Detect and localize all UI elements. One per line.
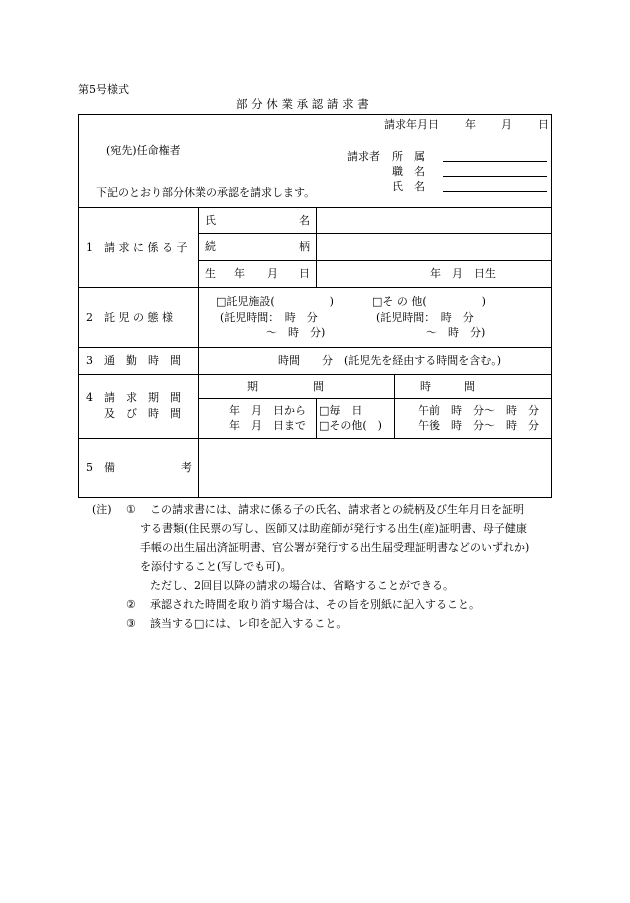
note1-line: ただし、2回目以降の請求の場合は、省略することができる。: [150, 579, 454, 592]
divider: [78, 374, 552, 375]
relation-label: 続: [205, 240, 216, 253]
divider: [78, 207, 552, 208]
section1-label: 1 請 求 に 係 る 子: [86, 241, 188, 254]
note1-line: この請求書には、請求に係る子の氏名、請求者との続柄及び生年月日を証明: [150, 503, 524, 516]
other-time: (託児時間： 時 分: [376, 311, 474, 324]
note1-mark: ①: [126, 503, 136, 516]
section2-label: 2 託 児 の 態 様: [86, 311, 173, 324]
period-from: 年 月 日から: [229, 404, 306, 417]
form-number: 第5号様式: [78, 83, 129, 96]
request-date-label: 請求年月日: [384, 118, 439, 131]
birth-label-4: 日: [299, 267, 310, 280]
divider: [198, 207, 199, 498]
position-label: 職 名: [392, 165, 425, 178]
birth-label-1: 生: [205, 267, 216, 280]
divider: [316, 207, 317, 287]
pm-range: 午後 時 分〜 時 分: [418, 419, 539, 432]
child-name-label: 氏: [205, 214, 216, 227]
facility-option[interactable]: □託児施設( ): [216, 295, 334, 308]
am-range: 午前 時 分〜 時 分: [418, 404, 539, 417]
divider: [78, 287, 552, 288]
name-label: 氏 名: [392, 180, 425, 193]
period-header: 期 間: [247, 380, 324, 393]
birth-label-2: 年: [234, 267, 245, 280]
note1-line: を添付すること(写しでも可)。: [140, 560, 292, 573]
divider: [316, 398, 317, 438]
note3-text: 該当する□には、レ印を記入すること。: [150, 617, 348, 630]
facility-time-end: 〜 時 分): [266, 326, 326, 339]
note2-mark: ②: [126, 598, 136, 611]
time-header: 時 間: [420, 380, 475, 393]
request-date-month: 月: [501, 118, 512, 131]
note2-text: 承認された時間を取り消す場合は、その旨を別紙に記入すること。: [150, 598, 480, 611]
divider: [198, 398, 552, 399]
divider: [394, 374, 395, 438]
divider: [198, 233, 552, 234]
request-date-day: 日: [538, 118, 549, 131]
addressee: (宛先)任命権者: [106, 144, 181, 157]
form-title: 部 分 休 業 承 認 請 求 書: [236, 97, 369, 111]
affiliation-label: 所 属: [392, 150, 425, 163]
child-name-label-2: 名: [299, 214, 310, 227]
birth-value: 年 月 日生: [430, 267, 496, 280]
requester-label: 請求者: [347, 150, 380, 163]
note1-line: 手帳の出生届出済証明書、官公署が発行する出生届受理証明書などのいずれか): [140, 541, 530, 554]
other-option[interactable]: □そ の 他( ): [372, 295, 486, 308]
every-day-option[interactable]: □毎 日: [319, 404, 363, 417]
relation-label-2: 柄: [299, 240, 310, 253]
note3-mark: ③: [126, 617, 136, 630]
section5-label: 5 備 考: [86, 461, 192, 474]
request-date-year: 年: [465, 118, 476, 131]
facility-time: (託児時間： 時 分: [220, 311, 318, 324]
note1-line: する書類(住民票の写し、医師又は助産師が発行する出生(産)証明書、母子健康: [140, 522, 527, 535]
notes-prefix: (注): [92, 503, 112, 516]
section3-label: 3 通 勤 時 間: [86, 354, 181, 367]
commute-value: 時間 分 (託児先を経由する時間を含む。): [278, 354, 502, 367]
section4-label-2: 及 び 時 間: [104, 407, 181, 420]
name-field[interactable]: [443, 191, 547, 192]
request-statement: 下記のとおり部分休業の承認を請求します。: [96, 186, 316, 199]
birth-label-3: 月: [267, 267, 278, 280]
period-to: 年 月 日まで: [229, 419, 306, 432]
position-field[interactable]: [443, 176, 547, 177]
affiliation-field[interactable]: [443, 161, 547, 162]
divider: [78, 347, 552, 348]
divider: [198, 260, 552, 261]
section4-label: 4 請 求 期 間: [86, 391, 181, 404]
other-day-option[interactable]: □その他( ): [319, 419, 382, 432]
divider: [78, 438, 552, 439]
other-time-end: 〜 時 分): [426, 326, 486, 339]
